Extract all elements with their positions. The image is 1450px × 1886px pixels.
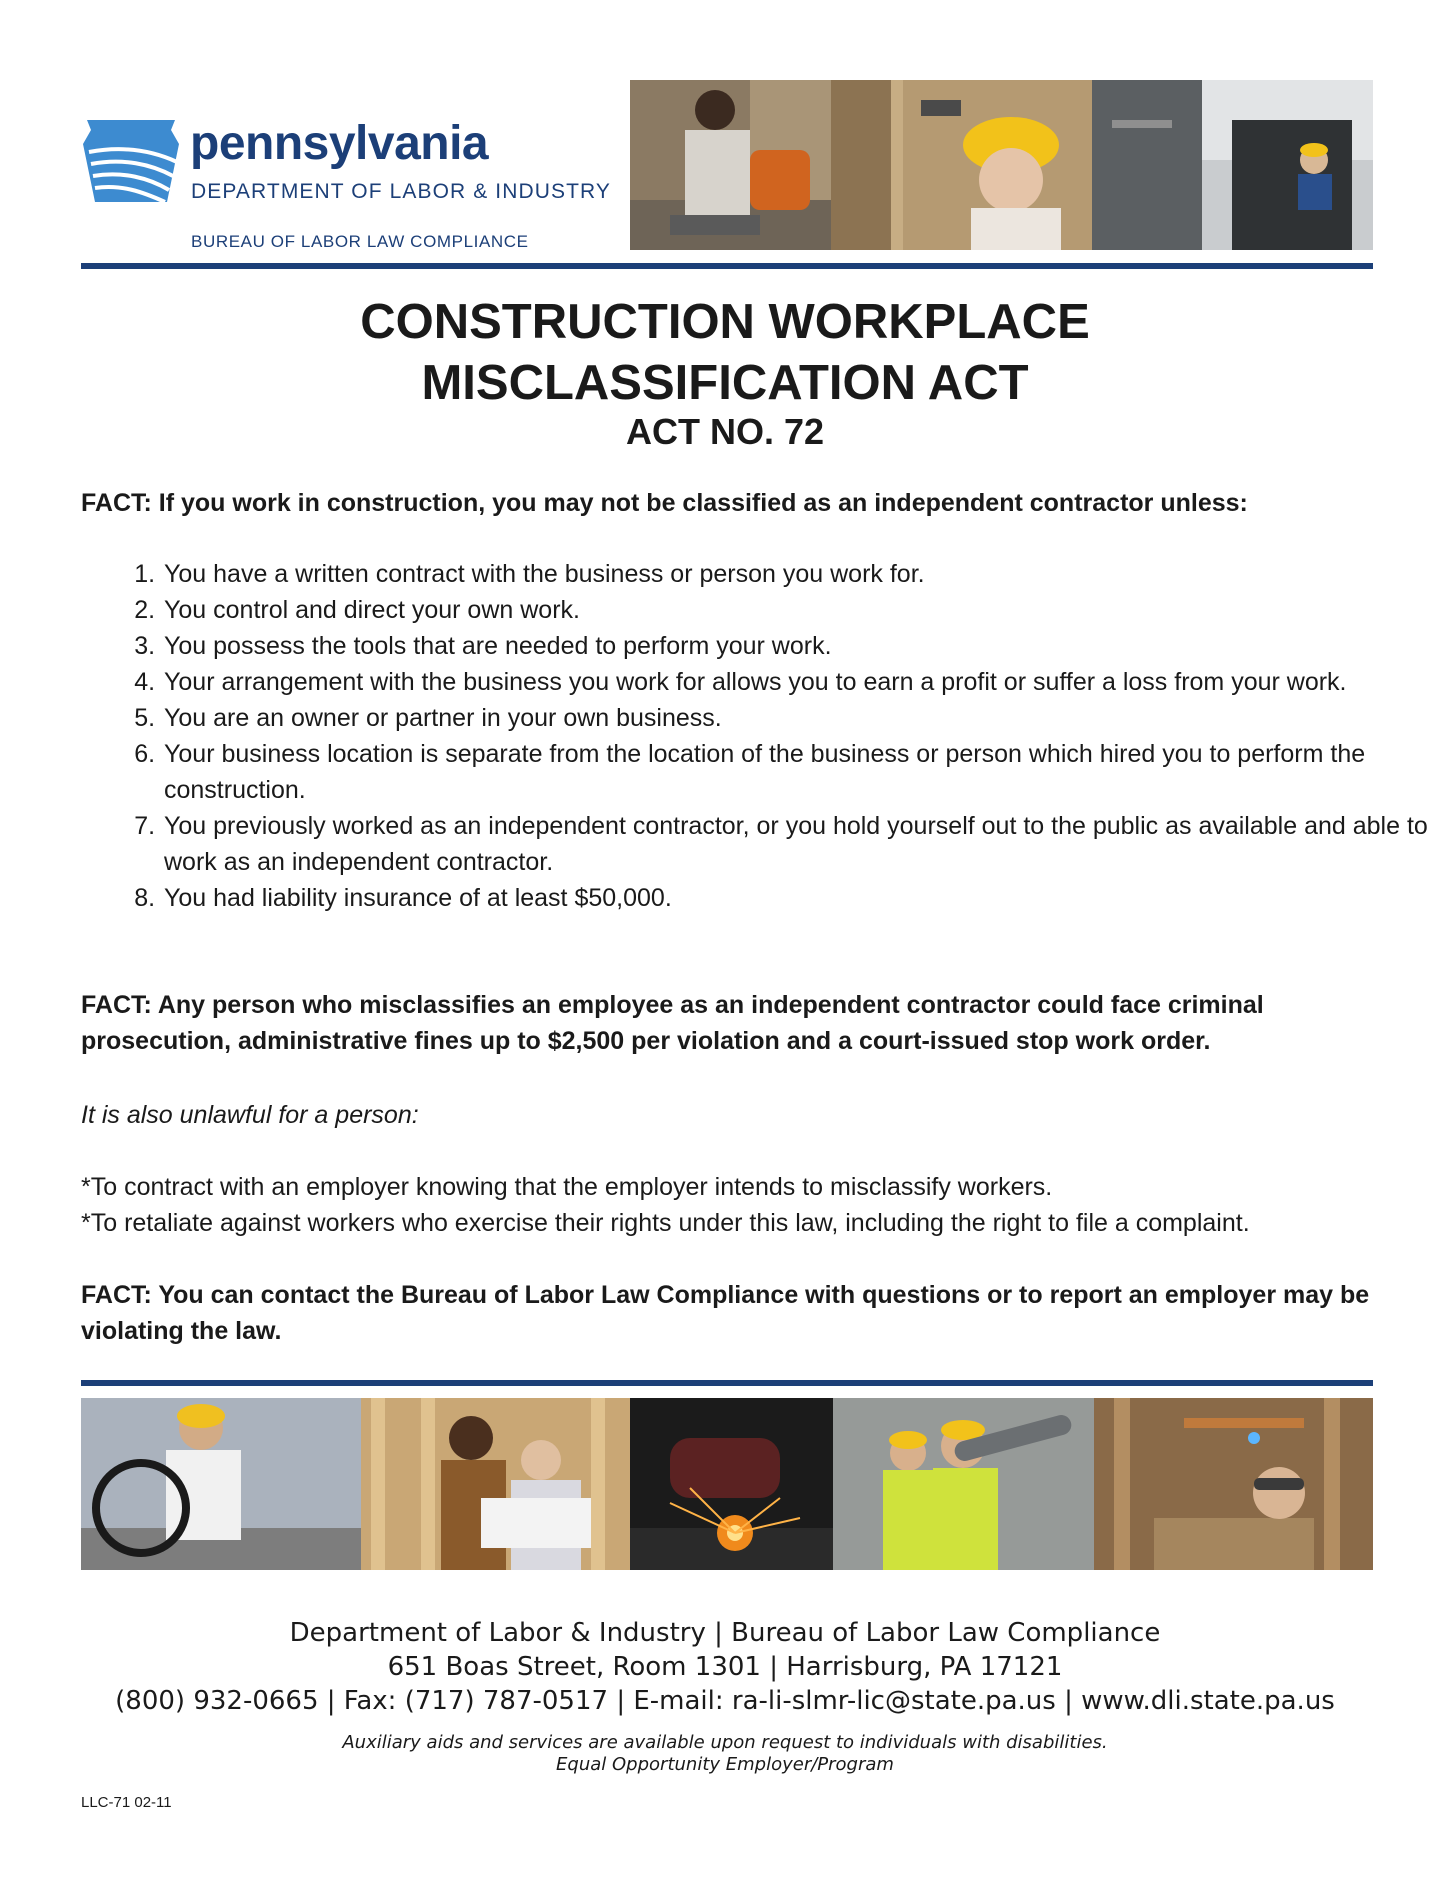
photo-framing-workers <box>361 1398 630 1570</box>
photo-plumber-torch <box>1094 1398 1373 1570</box>
photo-pipe-worker <box>630 80 831 250</box>
unlawful-item: *To contract with an employer knowing that the employer intends to misclassify workers. <box>81 1173 1053 1201</box>
fact-independent-contractor: FACT: If you work in construction, you may not be classified as an independent contractor unless: <box>81 489 1248 517</box>
header-photo-strip <box>630 80 1373 250</box>
form-code: LLC-71 02-11 <box>81 1794 172 1811</box>
unlawful-intro: It is also unlawful for a person: <box>81 1101 419 1129</box>
fact-contact-bureau: FACT: You can contact the Bureau of Labor Law Compliance with questions or to report an employer may be violating the law. <box>81 1281 1370 1345</box>
brand-name: pennsylvania <box>190 117 489 170</box>
act-number: ACT NO. 72 <box>625 411 825 452</box>
criteria-item: 8. You had liability insurance of at least $50,000. <box>162 880 1450 916</box>
footer-contact: (800) 932-0665 | Fax: (717) 787-0517 | E-mail: ra-li-slmr-lic@state.pa.us | www.dli.state.pa.us <box>115 1686 1335 1716</box>
footer-address: 651 Boas Street, Room 1301 | Harrisburg, PA 17121 <box>387 1652 1063 1682</box>
equal-opportunity-note: Equal Opportunity Employer/Program <box>556 1754 894 1775</box>
criteria-item: 3. You possess the tools that are needed to perform your work. <box>162 628 1450 664</box>
fact-penalties: FACT: Any person who misclassifies an employee as an independent contractor could face criminal prosecution, administrative fines up to $2,500 per violation and a court-issued stop work order. <box>81 991 1264 1055</box>
criteria-list <box>81 556 1450 916</box>
footer-divider <box>81 1380 1373 1386</box>
photo-welder-sparks <box>630 1398 833 1570</box>
keystone-logo-icon <box>81 116 181 206</box>
title-line-1: CONSTRUCTION WORKPLACE <box>360 295 1090 349</box>
criteria-item: 6. Your business location is separate from the location of the business or person which hired you to perform the construction. <box>162 736 1450 808</box>
photo-hardhat-woman <box>831 80 1092 250</box>
unlawful-item: *To retaliate against workers who exercise their rights under this law, including the right to file a complaint. <box>81 1209 1250 1237</box>
photo-cable-worker <box>81 1398 361 1570</box>
photo-workers-pipe <box>833 1398 1094 1570</box>
accessibility-note: Auxiliary aids and services are available upon request to individuals with disabilities. <box>342 1732 1108 1753</box>
header <box>81 80 1373 250</box>
pa-logo <box>81 94 621 251</box>
department-name: DEPARTMENT OF LABOR & INDUSTRY <box>191 180 612 203</box>
criteria-item: 1. You have a written contract with the business or person you work for. <box>162 556 1450 592</box>
footer-department: Department of Labor & Industry | Bureau of Labor Law Compliance <box>289 1618 1161 1648</box>
photo-forklift-operator <box>1092 80 1373 250</box>
footer-photo-strip <box>81 1398 1373 1570</box>
title-line-2: MISCLASSIFICATION ACT <box>421 356 1029 410</box>
criteria-item: 5. You are an owner or partner in your own business. <box>162 700 1450 736</box>
criteria-item: 7. You previously worked as an independent contractor, or you hold yourself out to the public as available and able to work as an independent contractor. <box>162 808 1450 880</box>
header-divider <box>81 263 1373 269</box>
criteria-item: 2. You control and direct your own work. <box>162 592 1450 628</box>
criteria-item: 4. Your arrangement with the business you work for allows you to earn a profit or suffer a loss from your work. <box>162 664 1450 700</box>
bureau-name: BUREAU OF LABOR LAW COMPLIANCE <box>191 232 529 251</box>
